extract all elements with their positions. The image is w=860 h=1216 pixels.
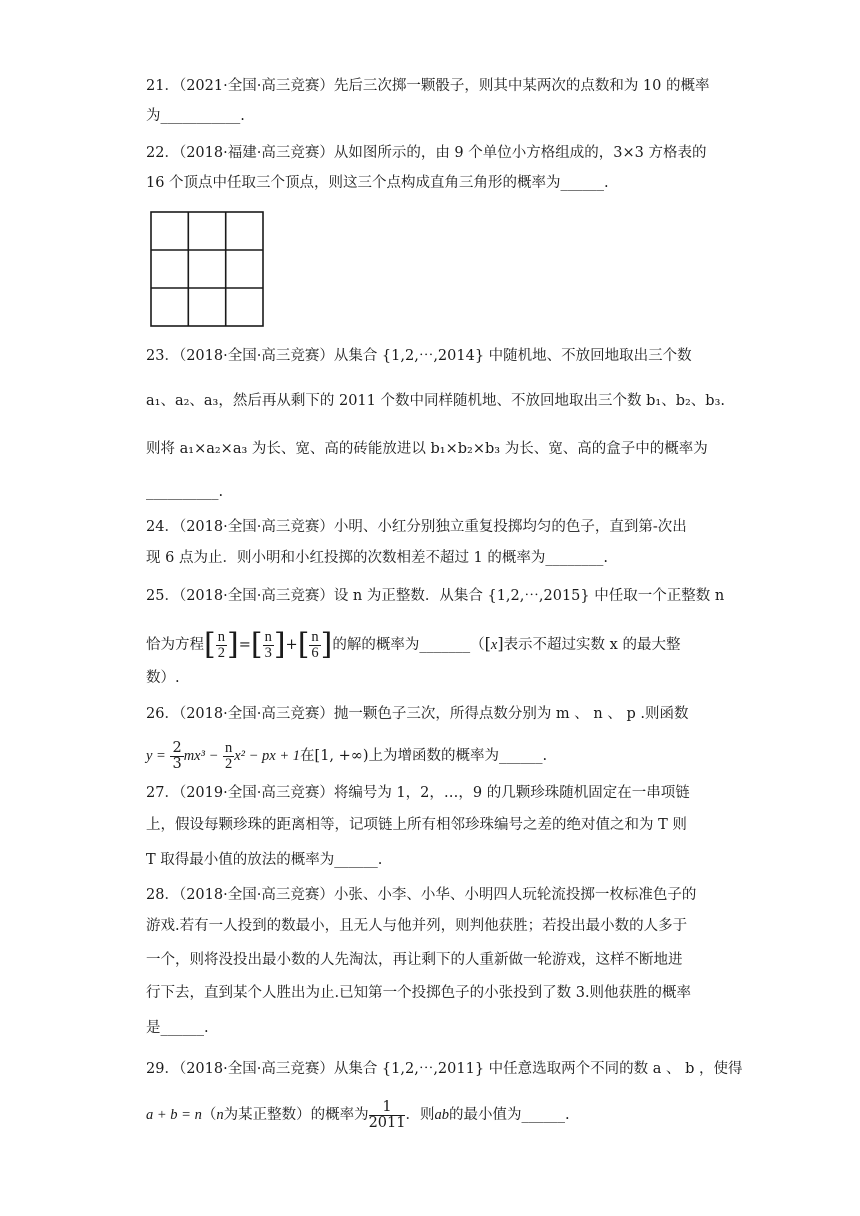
q23-line-2: a₁、a₂、a₃，然后再从剩下的 2011 个数中同样随机地、不放回地取出三个数 b₁、b₂、b₃. <box>146 393 725 409</box>
q28-line-1: 28．（2018·全国·高三竞赛）小张、小李、小华、小明四人玩轮流投掷一枚标准色子的 <box>146 887 697 903</box>
q25-line-1: 25．（2018·全国·高三竞赛）设 n 为正整数．从集合 {1,2,⋯,2015} 中任取一个正整数 n <box>146 588 725 604</box>
q28-line-3: 一个，则将没投出最小数的人先淘汰，再让剩下的人重新做一轮游戏，这样不断地进 <box>146 952 683 968</box>
q25-prefix: 恰为方程 <box>146 637 204 653</box>
q29-line-1: 29．（2018·全国·高三竞赛）从集合 {1,2,⋯,2011} 中任意选取两个不同的数 a 、 b ，使得 <box>146 1061 743 1077</box>
q29-line-2: a + b = n（n为某正整数）的概率为 $\frac{1}{2011}$ ．则ab的最小值为______. <box>146 1098 570 1131</box>
q26-interval: [1, +∞) <box>314 748 369 764</box>
q27-line-3: T 取得最小值的放法的概率为______. <box>146 852 383 868</box>
q27-line-2: 上，假设每颗珍珠的距离相等，记项链上所有相邻珍珠编号之差的绝对值之和为 T 则 <box>146 817 687 833</box>
grid-3x3-figure <box>150 211 264 327</box>
q26-line-2: y = $\frac{2}{3}$ mx³ − $\frac{n}{2}$ x² − px + 1在[1, +∞)上为增函数的概率为______. <box>146 739 548 772</box>
q25-note: 表示不超过实数 x 的最大整 <box>503 637 681 653</box>
q25-suffix: 的解的概率为_______（ <box>332 637 485 653</box>
q26-line-1: 26．（2018·全国·高三竞赛）抛一颗色子三次，所得点数分别为 m 、 n 、 p .则函数 <box>146 706 689 722</box>
q28-line-5: 是______. <box>146 1020 209 1036</box>
q24-line-2: 现 6 点为止．则小明和小红投掷的次数相差不超过 1 的概率为________. <box>146 550 608 566</box>
q28-line-4: 行下去，直到某个人胜出为止.已知第一个投掷色子的小张投到了数 3.则他获胜的概率 <box>146 985 692 1001</box>
q27-line-1: 27．（2019·全国·高三竞赛）将编号为 1，2，…，9 的几颗珍珠随机固定在一串项链 <box>146 785 690 801</box>
q21-line-2: 为___________. <box>146 108 245 124</box>
q25-line-3: 数）. <box>146 670 180 686</box>
q26-frac-1: $\frac{2}{3}$ <box>172 739 182 772</box>
q22-line-1: 22．（2018·福建·高三竞赛）从如图所示的，由 9 个单位小方格组成的，3×3 方格表的 <box>146 145 707 161</box>
q25-line-2: 恰为方程[ $\frac{n}{2}$ ]=[ $\frac{n}{3}$ ]+[ $\frac{n}{6}$ ]的解的概率为_______（[x]表示不超过实数 x 的最大整 <box>146 627 681 662</box>
q24-line-1: 24．（2018·全国·高三竞赛）小明、小红分别独立重复投掷均匀的色子，直到第-次出 <box>146 519 687 535</box>
q25-frac-2: $\frac{n}{3}$ <box>264 628 272 661</box>
q29-frac: $\frac{1}{2011}$ <box>368 1098 406 1131</box>
q23-line-3: 则将 a₁×a₂×a₃ 为长、宽、高的砖能放进以 b₁×b₂×b₃ 为长、宽、高的盒子中的概率为 <box>146 441 708 457</box>
q23-line-4: __________. <box>146 484 224 500</box>
q25-frac-3: $\frac{n}{6}$ <box>311 628 319 661</box>
q21-line-1: 21．（2021·全国·高三竞赛）先后三次掷一颗骰子，则其中某两次的点数和为 10 的概率 <box>146 78 710 94</box>
q26-frac-2: $\frac{n}{2}$ <box>224 739 233 772</box>
q22-line-2: 16 个顶点中任取三个顶点，则这三个点构成直角三角形的概率为______. <box>146 175 609 191</box>
q28-line-2: 游戏.若有一人投到的数最小，且无人与他并列，则判他获胜；若投出最小数的人多于 <box>146 918 688 934</box>
q23-line-1: 23．（2018·全国·高三竞赛）从集合 {1,2,⋯,2014} 中随机地、不放回地取出三个数 <box>146 348 692 364</box>
q25-frac-1: $\frac{n}{2}$ <box>217 628 225 661</box>
